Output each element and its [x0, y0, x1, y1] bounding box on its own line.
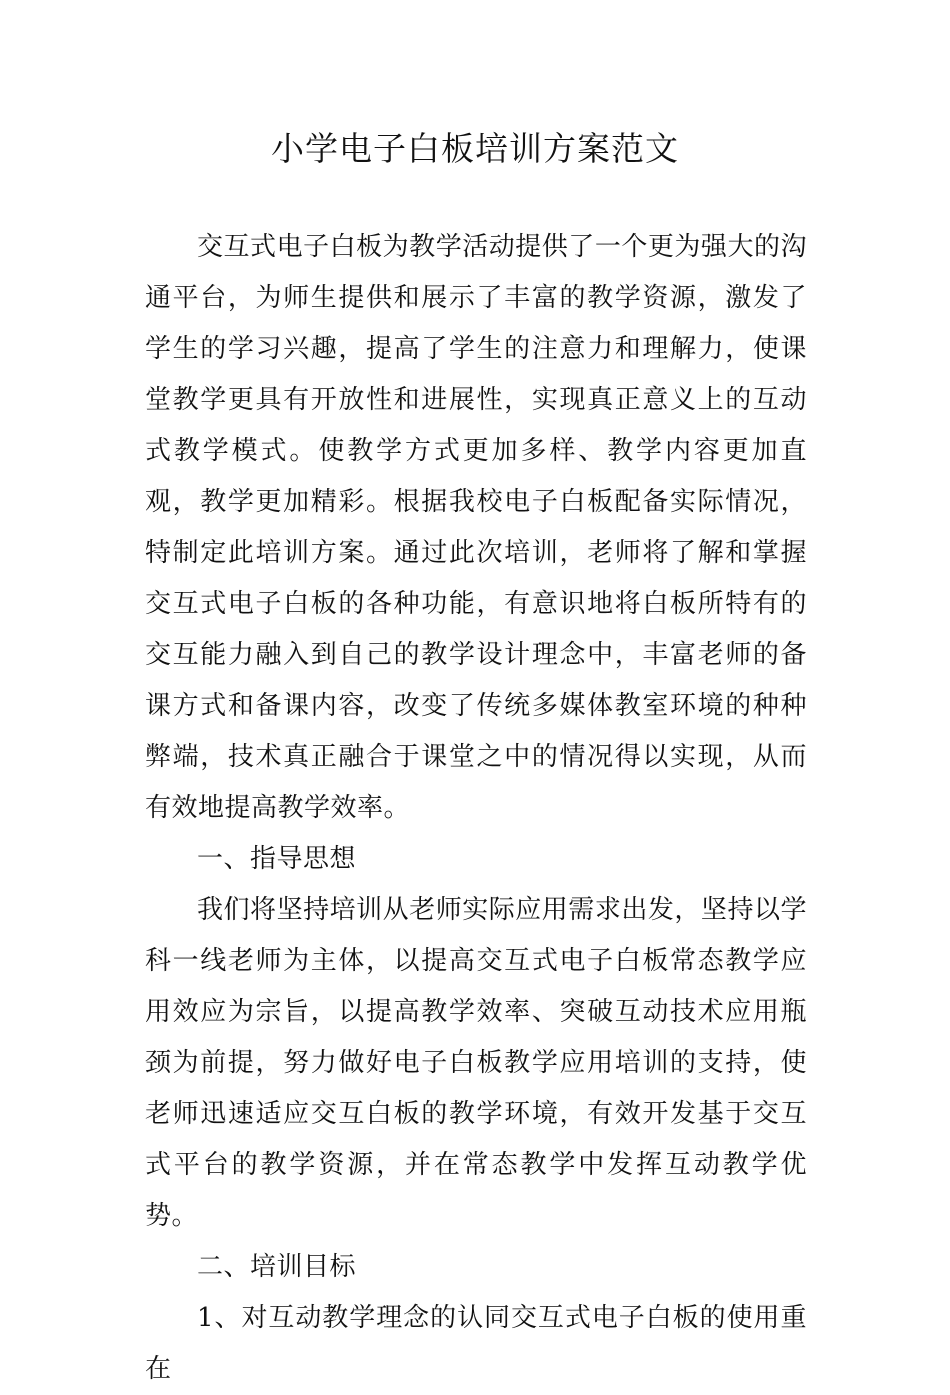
section-heading-guiding-ideology: 一、指导思想	[197, 844, 357, 874]
document-body	[145, 222, 807, 1395]
guiding-ideology-paragraph: 我们将坚持培训从老师实际应用需求出发，坚持以学科一线老师为主体，以提高交互式电子白板常态教学应用效应为宗旨，以提高教学效率、突破互动技术应用瓶颈为前提，努力做好电子白板教学应用培训的支持，使老师迅速适应交互白板的教学环境，有效开发基于交互式平台的教学资源，并在常态教学中发挥互动教学优势。	[145, 895, 807, 1231]
document-title: 小学电子白板培训方案范文	[271, 129, 679, 168]
intro-paragraph: 交互式电子白板为教学活动提供了一个更为强大的沟通平台，为师生提供和展示了丰富的教学资源，激发了学生的学习兴趣，提高了学生的注意力和理解力，使课堂教学更具有开放性和进展性，实现真正意义上的互动式教学模式。使教学方式更加多样、教学内容更加直观，教学更加精彩。根据我校电子白板配备实际情况，特制定此培训方案。通过此次培训，老师将了解和掌握交互式电子白板的各种功能，有意识地将白板所特有的交互能力融入到自己的教学设计理念中，丰富老师的备课方式和备课内容，改变了传统多媒体教室环境的种种弊端，技术真正融合于课堂之中的情况得以实现，从而有效地提高教学效率。	[145, 232, 807, 823]
training-goal-item-1: 1、对互动教学理念的认同交互式电子白板的使用重在	[145, 1303, 807, 1384]
section-heading-training-goals: 二、培训目标	[197, 1252, 357, 1282]
